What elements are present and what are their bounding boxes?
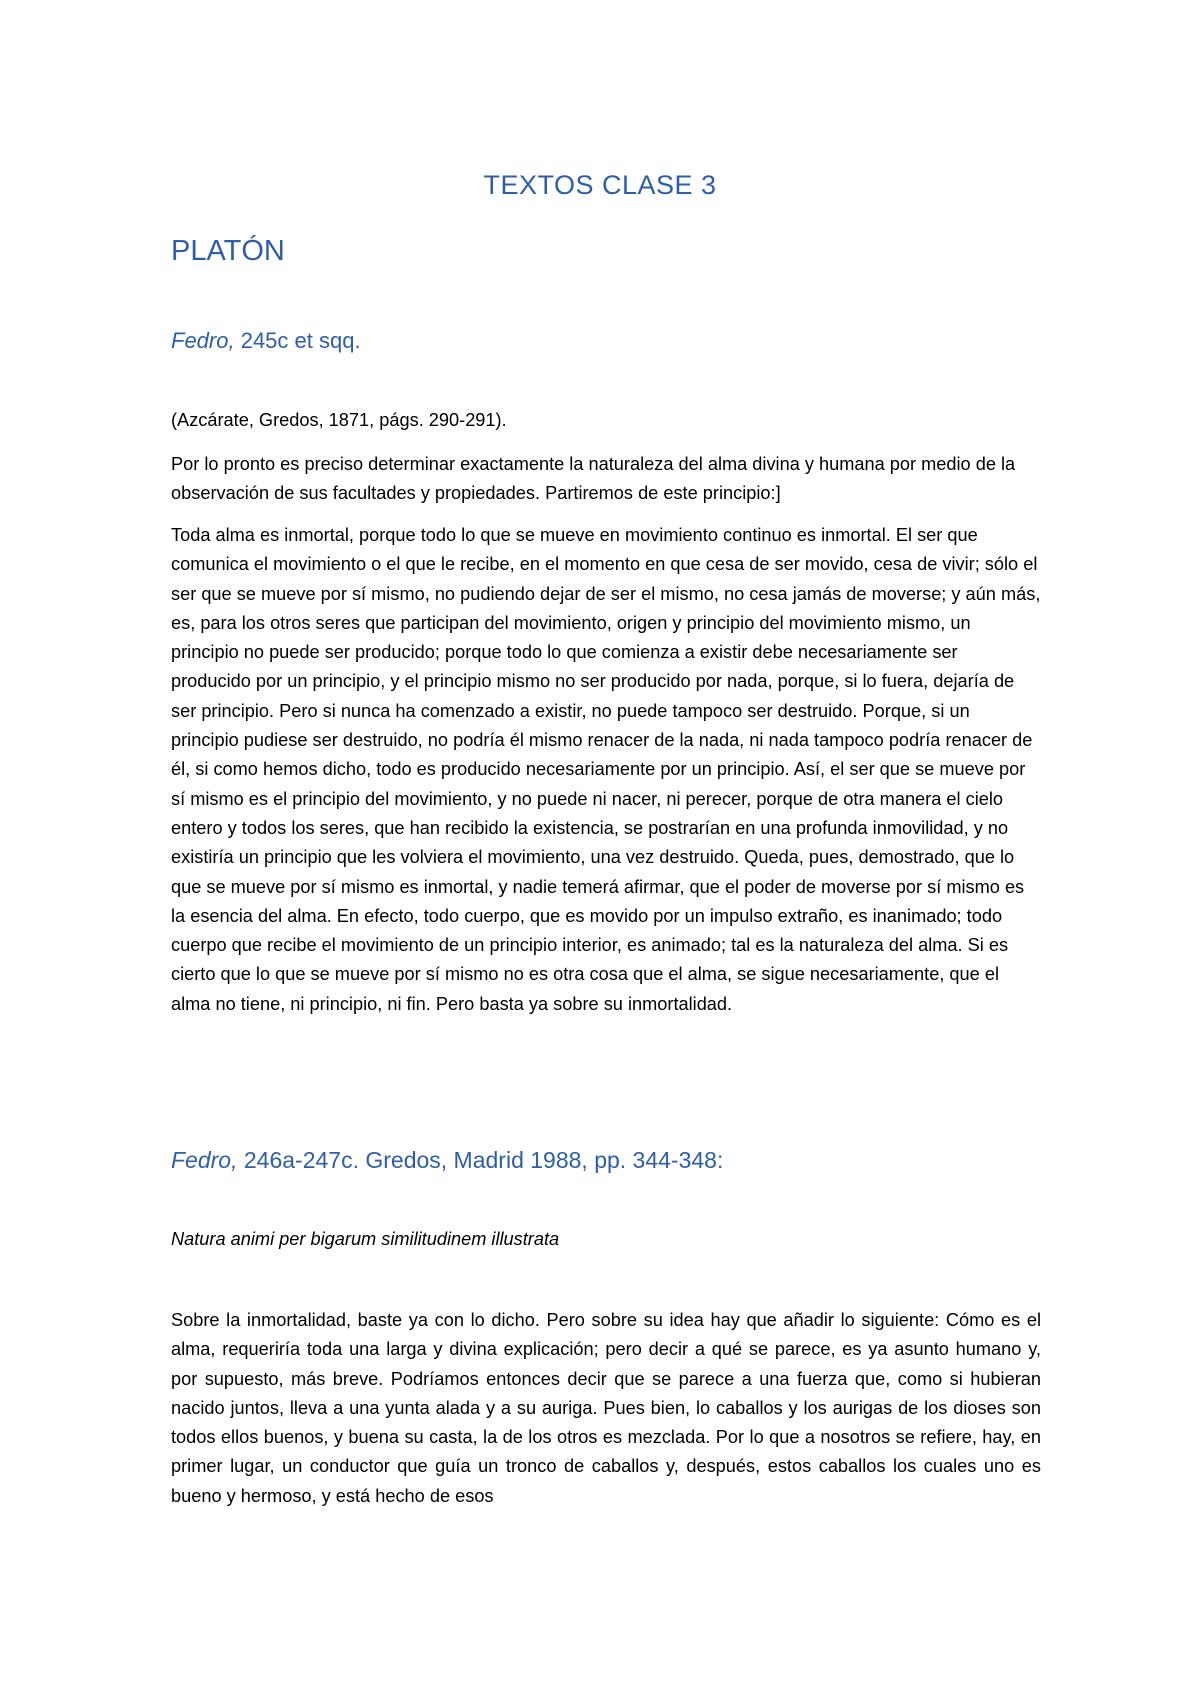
work-title: Fedro, [171,328,235,353]
work-title: Fedro, [171,1147,238,1173]
section-reference: 245c et sqq. [234,328,361,353]
intro-paragraph: Por lo pronto es preciso determinar exactamente la naturaleza del alma divina y humana por medio de la observación de sus facultades y propiedades. Partiremos de este principio:] [171,454,1016,504]
body-paragraph: Sobre la inmortalidad, baste ya con lo dicho. Pero sobre su idea hay que añadir lo siguiente: Cómo es el alma, requeriría toda una larga y divina explicación; pero decir a qué se parece, es ya asunto humano y, por supuesto, más breve. Podríamos entonces decir que se parece a una fuerza que, como si hubieran nacido juntos, lleva a una yunta alada y a su auriga. Pues bien, lo caballos y los aurigas de los dioses son todos ellos buenos, y buena su casta, la de los otros es mezclada. Por lo que a nosotros se refiere, hay, en primer lugar, un conductor que guía un tronco de caballos y, después, estos caballos los cuales uno es bueno y hermoso, y está hecho de esos [171,1310,1041,1506]
latin-subtitle: Natura animi per bigarum similitudinem illustrata [171,1229,560,1249]
author-heading: PLATÓN [171,235,285,267]
section-reference: 246a-247c. Gredos, Madrid 1988, pp. 344-348: [237,1147,724,1173]
source-citation: (Azcárate, Gredos, 1871, págs. 290-291). [171,410,507,430]
document-title: TEXTOS CLASE 3 [483,170,717,200]
section-heading-fedro-245c [171,328,361,354]
section-heading-fedro-246a [171,1147,723,1174]
body-paragraph: Toda alma es inmortal, porque todo lo que se mueve en movimiento continuo es inmortal. El ser que comunica el movimiento o el que le recibe, en el momento en que cesa de ser movido, cesa de vivir; sólo el ser que se mueve por sí mismo, no pudiendo dejar de ser el mismo, no cesa jamás de moverse; y aún más, es, para los otros seres que participan del movimiento, origen y principio del movimiento mismo, un principio no puede ser producido; porque todo lo que comienza a existir debe necesariamente ser producido por un principio, y el principio mismo no ser producido por nada, porque, si lo fuera, dejaría de ser principio. Pero si nunca ha comenzado a existir, no puede tampoco ser destruido. Porque, si un principio pudiese ser destruido, no podría él mismo renacer de la nada, ni nada tampoco podría renacer de él, si como hemos dicho, todo es producido necesariamente por un principio. Así, el ser que se mueve por sí mismo es el principio del movimiento, y no puede ni nacer, ni perecer, porque de otra manera el cielo entero y todos los seres, que han recibido la existencia, se postrarían en una profunda inmovilidad, y no existiría un principio que les volviera el movimiento, una vez destruido. Queda, pues, demostrado, que lo que se mueve por sí mismo es inmortal, y nadie temerá afirmar, que el poder de moverse por sí mismo es la esencia del alma. En efecto, todo cuerpo, que es movido por un impulso extraño, es inanimado; todo cuerpo que recibe el movimiento de un principio interior, es animado; tal es la naturaleza del alma. Si es cierto que lo que se mueve por sí mismo no es otra cosa que el alma, se sigue necesariamente, que el alma no tiene, ni principio, ni fin. Pero basta ya sobre su inmortalidad. [171,525,1041,1014]
